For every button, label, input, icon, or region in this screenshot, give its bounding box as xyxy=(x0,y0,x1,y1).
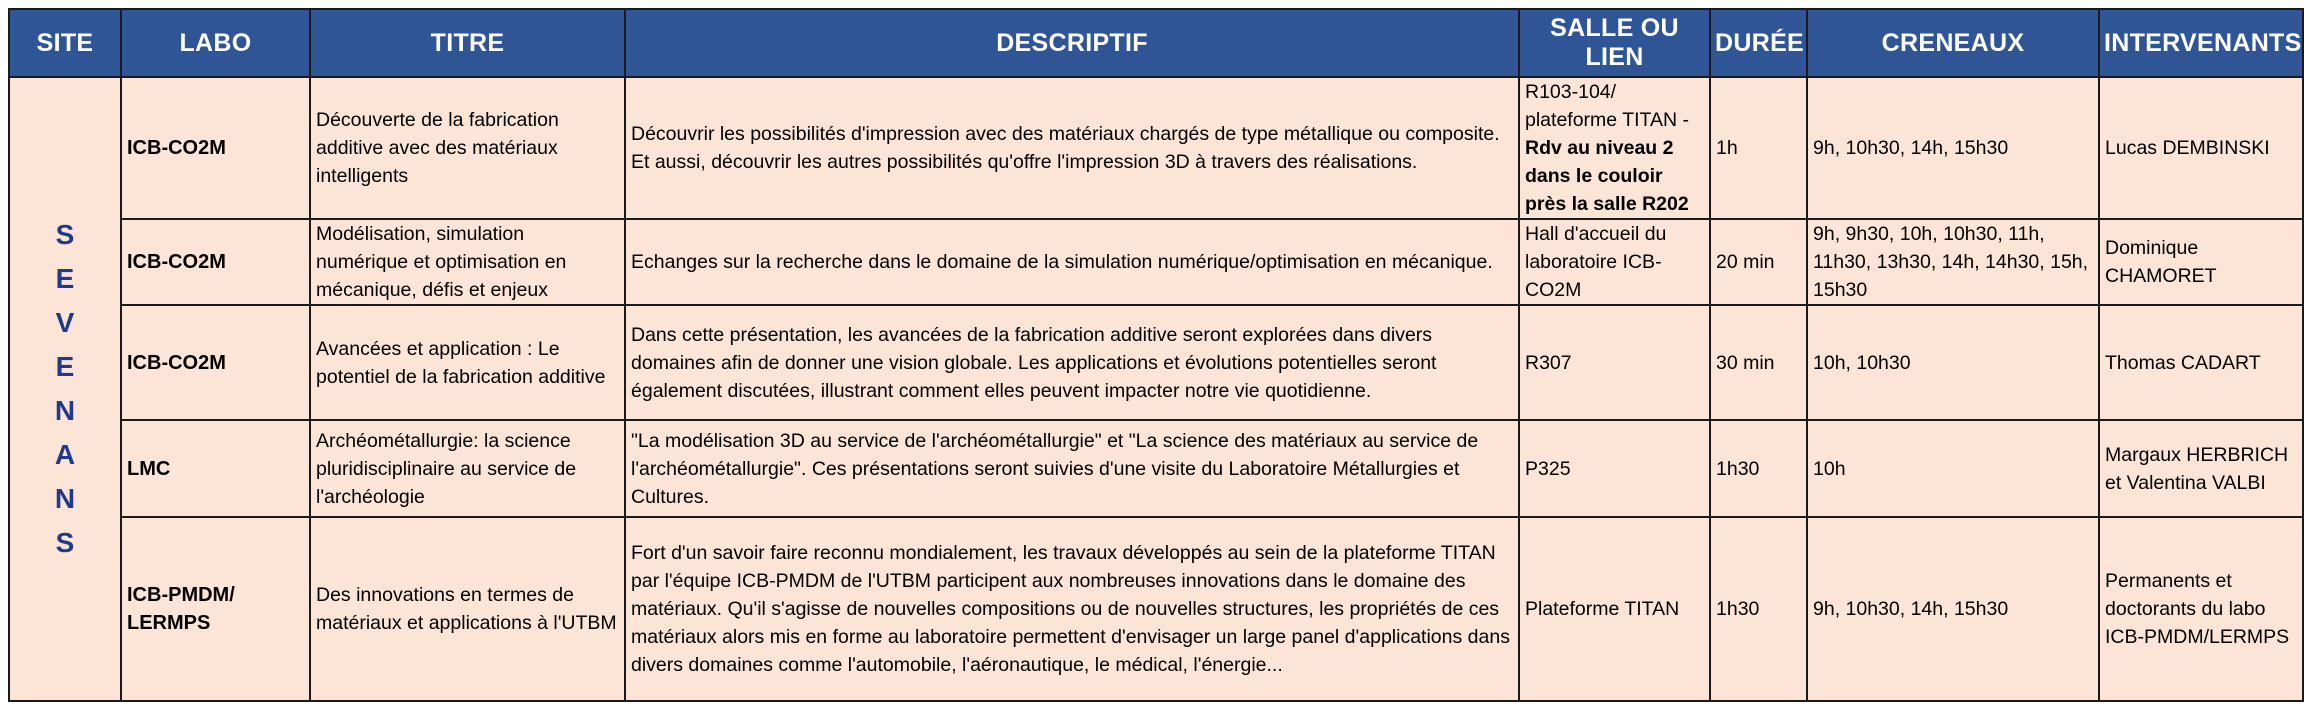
labo-cell: ICB-CO2M xyxy=(121,305,310,420)
intervenants-cell: Margaux HERBRICH et Valentina VALBI xyxy=(2099,420,2303,517)
salle-cell: Plateforme TITAN xyxy=(1519,517,1710,701)
table-row xyxy=(9,420,2303,517)
salle-cell: P325 xyxy=(1519,420,1710,517)
duree-cell: 1h xyxy=(1710,77,1807,219)
header-duree: DURÉE xyxy=(1710,9,1807,77)
creneaux-cell: 9h, 9h30, 10h, 10h30, 11h, 11h30, 13h30, 14h, 14h30, 15h, 15h30 xyxy=(1807,219,2099,305)
duree-cell: 1h30 xyxy=(1710,517,1807,701)
table-header xyxy=(9,9,2303,77)
creneaux-cell: 9h, 10h30, 14h, 15h30 xyxy=(1807,77,2099,219)
table-row xyxy=(9,517,2303,701)
duree-cell: 20 min xyxy=(1710,219,1807,305)
salle-cell: R307 xyxy=(1519,305,1710,420)
descriptif-cell: Dans cette présentation, les avancées de la fabrication additive seront explorées dans divers domaines afin de donner une vision globale. Les applications et évolutions potentielles seront également discutées, illustrant comment elles peuvent impacter notre vie quotidienne. xyxy=(625,305,1519,420)
site-letter: S xyxy=(55,527,75,558)
header-row xyxy=(9,9,2303,77)
labo-cell: ICB-PMDM/ LERMPS xyxy=(121,517,310,701)
site-letter: A xyxy=(54,439,76,470)
salle-text: R103-104/ plateforme TITAN - xyxy=(1525,81,1689,131)
schedule-table xyxy=(8,8,2304,702)
intervenants-cell: Dominique CHAMORET xyxy=(2099,219,2303,305)
site-cell xyxy=(9,77,121,701)
intervenants-cell: Thomas CADART xyxy=(2099,305,2303,420)
header-intervenants: INTERVENANTS xyxy=(2099,9,2303,77)
labo-cell: LMC xyxy=(121,420,310,517)
titre-cell: Découverte de la fabrication additive avec des matériaux intelligents xyxy=(310,77,625,219)
descriptif-cell: "La modélisation 3D au service de l'archéométallurgie" et "La science des matériaux au service de l'archéométallurgie". Ces présentations seront suivies d'une visite du Laboratoire Métallurgies et Cultures. xyxy=(625,420,1519,517)
site-letter: E xyxy=(55,263,75,294)
titre-cell: Modélisation, simulation numérique et optimisation en mécanique, défis et enjeux xyxy=(310,219,625,305)
header-creneaux: CRENEAUX xyxy=(1807,9,2099,77)
header-site: SITE xyxy=(9,9,121,77)
salle-cell xyxy=(1519,77,1710,219)
salle-bold-note: Rdv au niveau 2 dans le couloir près la salle R202 xyxy=(1525,137,1689,215)
site-name-vertical xyxy=(10,213,120,565)
site-letter: S xyxy=(55,219,75,250)
labo-cell: ICB-CO2M xyxy=(121,219,310,305)
titre-cell: Des innovations en termes de matériaux et applications à l'UTBM xyxy=(310,517,625,701)
descriptif-cell: Echanges sur la recherche dans le domaine de la simulation numérique/optimisation en mécanique. xyxy=(625,219,1519,305)
table-row xyxy=(9,77,2303,219)
site-letter: V xyxy=(55,307,75,338)
table-body xyxy=(9,77,2303,701)
header-labo: LABO xyxy=(121,9,310,77)
duree-cell: 1h30 xyxy=(1710,420,1807,517)
intervenants-cell: Lucas DEMBINSKI xyxy=(2099,77,2303,219)
titre-cell: Archéométallurgie: la science pluridisciplinaire au service de l'archéologie xyxy=(310,420,625,517)
header-titre: TITRE xyxy=(310,9,625,77)
schedule-wrapper xyxy=(8,8,2304,702)
creneaux-cell: 10h, 10h30 xyxy=(1807,305,2099,420)
salle-cell: Hall d'accueil du laboratoire ICB-CO2M xyxy=(1519,219,1710,305)
header-salle: SALLE OU LIEN xyxy=(1519,9,1710,77)
table-row xyxy=(9,305,2303,420)
table-row xyxy=(9,219,2303,305)
descriptif-cell: Fort d'un savoir faire reconnu mondialement, les travaux développés au sein de la plateforme TITAN par l'équipe ICB-PMDM de l'UTBM participent aux nombreuses innovations dans le domaine des matériaux. Qu'il s'agisse de nouvelles compositions ou de nouvelles structures, les propriétés de ces matériaux alors mis en forme au laboratoire permettent d'envisager un large panel d'applications dans divers domaines comme l'automobile, l'aéronautique, le médical, l'énergie... xyxy=(625,517,1519,701)
intervenants-cell: Permanents et doctorants du labo ICB-PMDM/LERMPS xyxy=(2099,517,2303,701)
site-letter: N xyxy=(54,483,76,514)
creneaux-cell: 9h, 10h30, 14h, 15h30 xyxy=(1807,517,2099,701)
descriptif-cell: Découvrir les possibilités d'impression avec des matériaux chargés de type métallique ou composite. Et aussi, découvrir les autres possibilités qu'offre l'impression 3D à travers des réalisations. xyxy=(625,77,1519,219)
site-letter: E xyxy=(55,351,75,382)
duree-cell: 30 min xyxy=(1710,305,1807,420)
header-descriptif: DESCRIPTIF xyxy=(625,9,1519,77)
titre-cell: Avancées et application : Le potentiel de la fabrication additive xyxy=(310,305,625,420)
creneaux-cell: 10h xyxy=(1807,420,2099,517)
labo-cell: ICB-CO2M xyxy=(121,77,310,219)
site-letter: N xyxy=(54,395,76,426)
